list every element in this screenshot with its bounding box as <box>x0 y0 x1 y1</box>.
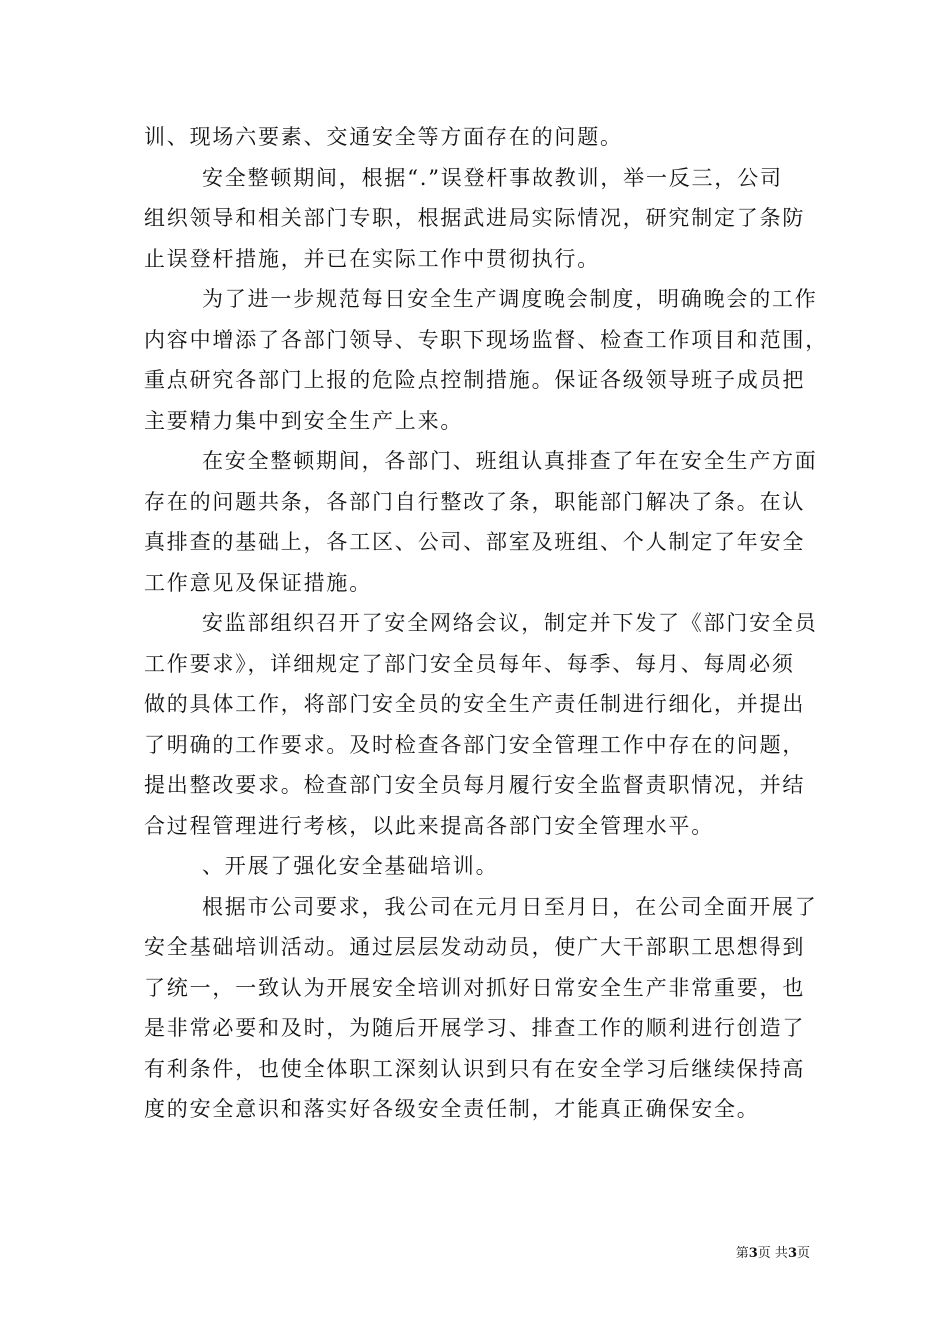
text-line: 做的具体工作，将部门安全员的安全生产责任制进行细化，并提出 <box>144 692 806 716</box>
text-line: 是非常必要和及时，为随后开展学习、排查工作的顺利进行创造了 <box>144 1016 806 1040</box>
footer-prefix: 第 <box>735 1246 749 1261</box>
text-line: 止误登杆措施，并已在实际工作中贯彻执行。 <box>144 246 600 271</box>
text-line: 有利条件，也使全体职工深刻认识到只有在安全学习后继续保持高 <box>144 1056 806 1081</box>
paragraph-start-line: 安全整顿期间，根据“.”误登杆事故教训，举一反三，公司 <box>202 165 783 190</box>
text-line: 训、现场六要素、交通安全等方面存在的问题。 <box>144 125 623 149</box>
paragraph-start-line: 在安全整顿期间，各部门、班组认真排查了年在安全生产方面 <box>202 449 818 473</box>
total-pages-number: 3 <box>787 1246 797 1261</box>
footer-middle: 页 共 <box>757 1246 788 1261</box>
text-line: 工作意见及保证措施。 <box>144 570 372 595</box>
footer-suffix: 页 <box>796 1246 810 1261</box>
text-line: 了统一，一致认为开展安全培训对抓好日常安全生产非常重要，也 <box>144 975 806 1000</box>
text-line: 重点研究各部门上报的危险点控制措施。保证各级领导班子成员把 <box>144 368 806 392</box>
text-line: 度的安全意识和落实好各级安全责任制，才能真正确保安全。 <box>144 1097 760 1121</box>
text-line: 存在的问题共条，各部门自行整改了条，职能部门解决了条。在认 <box>144 489 806 514</box>
body-text <box>144 117 828 1130</box>
text-line: 主要精力集中到安全生产上来。 <box>144 408 464 433</box>
text-line: 组织领导和相关部门专职，根据武进局实际情况，研究制定了条防 <box>144 206 806 230</box>
text-line: 工作要求》，详细规定了部门安全员每年、每季、每月、每周必须 <box>144 651 795 676</box>
paragraph-start-line: 安监部组织召开了安全网络会议，制定并下发了《部门安全员 <box>202 611 818 635</box>
paragraph-start-line: 根据市公司要求，我公司在元月日至月日，在公司全面开展了 <box>202 894 818 919</box>
text-line: 安全基础培训活动。通过层层发动动员，使广大干部职工思想得到 <box>144 935 806 959</box>
text-line: 提出整改要求。检查部门安全员每月履行安全监督责职情况，并结 <box>144 773 806 797</box>
text-line: 真排查的基础上，各工区、公司、部室及班组、个人制定了年安全 <box>144 530 806 554</box>
paragraph-start-line: 为了进一步规范每日安全生产调度晚会制度，明确晚会的工作 <box>202 287 818 311</box>
current-page-number: 3 <box>748 1246 758 1261</box>
page-number-footer <box>700 1245 810 1263</box>
text-line: 了明确的工作要求。及时检查各部门安全管理工作中存在的问题， <box>144 732 806 757</box>
section-heading-line: 、开展了强化安全基础培训。 <box>202 854 499 878</box>
text-line: 合过程管理进行考核，以此来提高各部门安全管理水平。 <box>144 813 714 838</box>
text-line: 内容中增添了各部门领导、专职下现场监督、检查工作项目和范围， <box>144 327 828 352</box>
